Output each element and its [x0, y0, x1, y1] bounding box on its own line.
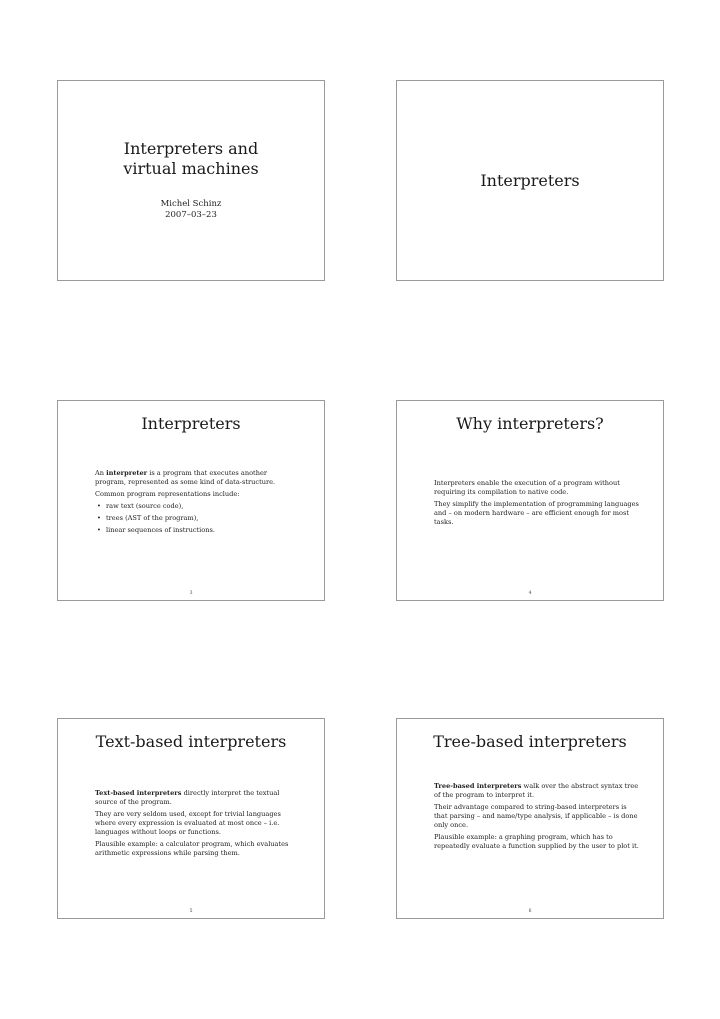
page-number: 3	[189, 591, 193, 596]
paragraph	[95, 789, 300, 807]
text-segment: directly interpret the textual source of the program.	[95, 789, 280, 806]
date: 2007–03–23	[165, 210, 217, 220]
bold-term: interpreter	[106, 469, 148, 477]
paragraph: Their advantage compared to string-based interpreters is that parsing – and name/type analysis, if applicable – is done only once.	[434, 803, 638, 829]
list-item	[95, 514, 300, 523]
text-segment: is a program that executes another program, represented as some kind of data-structure.	[95, 469, 276, 486]
slide-4	[396, 400, 664, 601]
list-item	[95, 526, 300, 535]
page-number: 6	[528, 909, 532, 914]
slide-title: Why interpreters?	[456, 414, 604, 433]
slide-title: Interpreters	[480, 171, 580, 190]
paragraph: They are very seldom used, except for trivial languages where every expression is evaluated at most once – i.e. languages without loops or functions.	[95, 810, 281, 836]
page-number: 5	[189, 909, 193, 914]
slide-body	[95, 789, 300, 861]
slide-title: Interpreters	[141, 414, 241, 433]
bullet-icon: •	[97, 514, 101, 522]
paragraph: Plausible example: a calculator program, which evaluates arithmetic expressions while parsing them.	[95, 840, 289, 857]
bullet-icon: •	[97, 502, 101, 510]
page-number: 4	[528, 591, 532, 596]
slide-title	[58, 139, 324, 179]
slide-title: Text-based interpreters	[95, 732, 287, 751]
title-line-2: virtual machines	[123, 159, 259, 178]
slide-body	[434, 479, 639, 530]
slide-1	[57, 80, 325, 281]
paragraph: They simplify the implementation of programming languages and – on modern hardware – are efficient enough for most tasks.	[434, 500, 639, 526]
slide-body	[95, 469, 300, 538]
paragraph	[434, 782, 639, 800]
text-segment: walk over the abstract syntax tree of the program to interpret it.	[434, 782, 639, 799]
slide-title: Tree-based interpreters	[433, 732, 627, 751]
list-item	[95, 502, 300, 511]
text-segment: An	[95, 469, 107, 477]
paragraph: Plausible example: a graphing program, which has to repeatedly evaluate a function supplied by the user to plot it.	[434, 833, 639, 850]
slide-2	[396, 80, 664, 281]
slide-body	[434, 782, 639, 854]
bullet-list	[95, 502, 300, 535]
author: Michel Schinz	[160, 199, 222, 209]
title-line-1: Interpreters and	[123, 139, 259, 158]
list-item-text: linear sequences of instructions.	[106, 526, 215, 534]
bullet-icon: •	[97, 526, 101, 534]
paragraph: Common program representations include:	[95, 490, 240, 498]
bold-term: Text-based interpreters	[95, 789, 182, 797]
list-item-text: trees (AST of the program),	[106, 514, 199, 522]
paragraph: Interpreters enable the execution of a program without requiring its compilation to native code.	[434, 479, 620, 496]
slide-meta	[58, 199, 324, 221]
list-item-text: raw text (source code),	[106, 502, 184, 510]
paragraph	[95, 469, 300, 487]
slide-6	[396, 718, 664, 919]
bold-term: Tree-based interpreters	[434, 782, 522, 790]
slide-3	[57, 400, 325, 601]
slide-5	[57, 718, 325, 919]
